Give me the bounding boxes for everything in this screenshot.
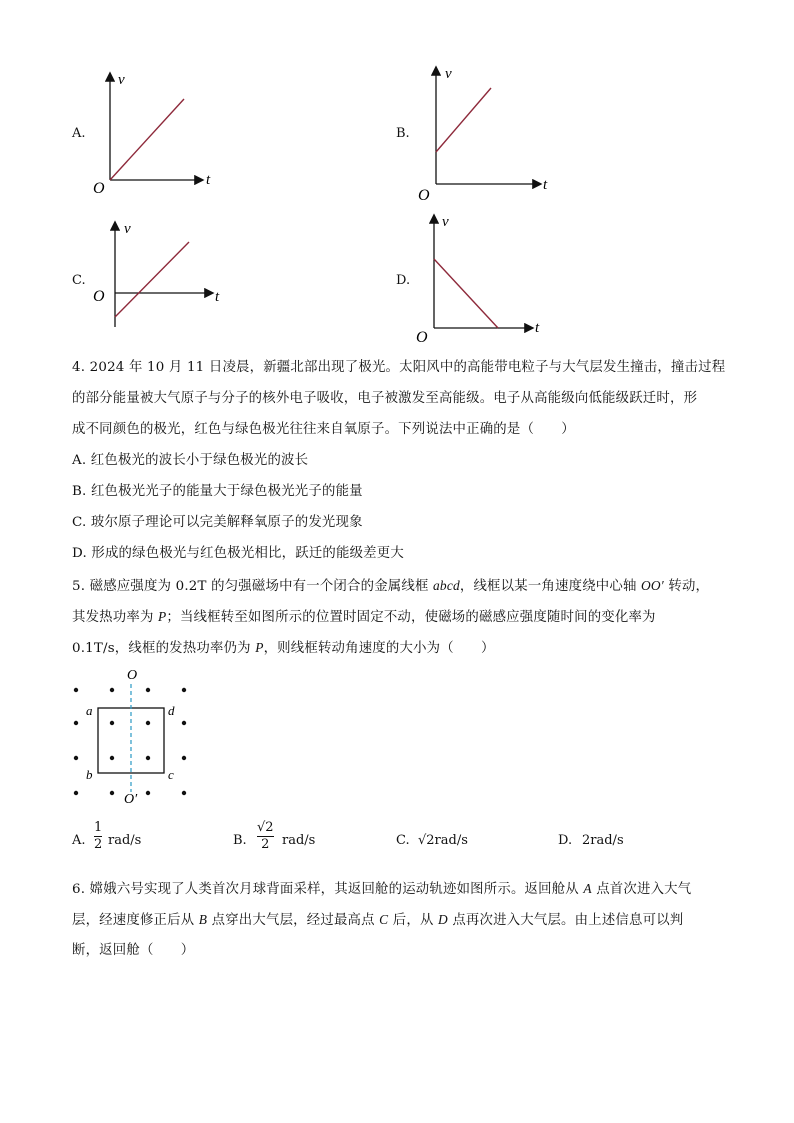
origin-label: O	[416, 329, 428, 345]
vt-graph-c	[90, 215, 230, 335]
origin-label: O	[93, 180, 105, 196]
v-axis-label: v	[118, 72, 125, 88]
option-d-label: D.	[396, 273, 411, 288]
q4-option-c[interactable]: C. 玻尔原子理论可以完美解释氧原子的发光现象	[72, 515, 363, 530]
q4-option-a[interactable]: A. 红色极光的波长小于绿色极光的波长	[72, 453, 309, 468]
fraction-numerator: 1	[94, 820, 103, 835]
q6-text: 点首次进入大气	[591, 882, 692, 897]
origin-label: O	[418, 187, 430, 204]
vt-graph-b	[414, 60, 559, 205]
q5-text: ，则线框转动角速度的大小为（ ）	[263, 641, 495, 656]
q4-option-b[interactable]: B. 红色极光光子的能量大于绿色极光光子的能量	[72, 484, 363, 499]
q6-stem-line-3: 断，返回舱（ ）	[72, 943, 195, 958]
q4-stem-line-2: 的部分能量被大气原子与分子的核外电子吸收，电子被激发至高能级。电子从高能级向低能级跃迁时，形	[72, 391, 698, 406]
option-b-label: B.	[396, 126, 410, 141]
vt-line	[115, 242, 189, 317]
q5-choice-a-unit: rad/s	[108, 833, 142, 848]
t-axis-label: t	[215, 289, 220, 305]
q5-choice-c-value: √2rad/s	[418, 833, 468, 848]
vt-line	[110, 99, 184, 180]
corner-a-label: a	[86, 703, 93, 718]
q5-choice-d-value: 2rad/s	[582, 833, 624, 848]
q5-choice-d-label[interactable]: D.	[558, 833, 573, 848]
q6-text: 层，经速度修正后从	[72, 913, 199, 928]
q5-var-p: P	[255, 640, 264, 655]
q6-point-c: C	[379, 912, 389, 927]
q5-stem-line-1	[72, 570, 722, 602]
q5-text: ，线框以某一角速度绕中心轴	[459, 579, 642, 594]
q6-point-b: B	[198, 912, 208, 927]
q6-stem-line-1	[72, 873, 722, 905]
vt-graph-d	[414, 210, 559, 345]
t-axis-label: t	[206, 172, 211, 188]
q6-text: 点再次进入大气层。由上述信息可以判	[447, 913, 684, 928]
fraction-denominator: 2	[261, 837, 270, 852]
v-axis-label: v	[442, 214, 449, 230]
q5-stem-line-2	[72, 601, 722, 633]
vt-graph-a	[90, 66, 220, 196]
v-axis-label: v	[124, 221, 131, 237]
q5-choice-c-label[interactable]: C.	[396, 833, 410, 848]
axis-label-bottom: O′	[124, 792, 138, 807]
q4-option-d[interactable]: D. 形成的绿色极光与红色极光相比，跃迁的能级差更大	[72, 546, 404, 561]
q5-text: 5. 磁感应强度为 0.2T 的匀强磁场中有一个闭合的金属线框	[72, 579, 434, 594]
q5-var-abcd: abcd	[433, 578, 460, 593]
q5-choice-a-fraction	[94, 820, 102, 853]
q5-choice-b-fraction	[257, 820, 274, 853]
fraction-denominator: 2	[94, 837, 103, 852]
axis-label-top: O	[127, 668, 138, 683]
q5-choice-b-unit: rad/s	[282, 833, 316, 848]
q4-stem-line-1: 4. 2024 年 10 月 11 日凌晨，新疆北部出现了极光。太阳风中的高能带电粒子与大气层发生撞击，撞击过程	[72, 360, 726, 375]
magnetic-field-figure	[62, 662, 202, 812]
option-a-label: A.	[72, 126, 86, 141]
q5-text: ；当线框转至如图所示的位置时固定不动，使磁场的磁感应强度随时间的变化率为	[166, 610, 656, 625]
q5-axis-oo: OO′	[641, 578, 664, 593]
q6-stem-line-2	[72, 904, 722, 936]
q5-stem-line-3	[72, 632, 722, 664]
t-axis-label: t	[535, 320, 540, 336]
v-axis-label: v	[445, 66, 452, 82]
corner-c-label: c	[168, 767, 174, 782]
q5-text: 转动，	[663, 579, 710, 594]
origin-label: O	[93, 288, 105, 305]
q6-text: 后，从	[388, 913, 438, 928]
q5-choice-a-label[interactable]: A.	[72, 833, 86, 848]
fraction-numerator: √2	[257, 820, 274, 835]
q6-text: 点穿出大气层，经过最高点	[207, 913, 380, 928]
vt-line	[434, 259, 498, 328]
q4-stem-line-3: 成不同颜色的极光，红色与绿色极光往往来自氧原子。下列说法中正确的是（ ）	[72, 422, 575, 437]
q5-choice-b-label[interactable]: B.	[233, 833, 247, 848]
q5-text: 其发热功率为	[72, 610, 158, 625]
q6-point-a: A	[583, 881, 592, 896]
t-axis-label: t	[543, 177, 548, 193]
vt-line	[436, 88, 491, 152]
corner-d-label: d	[168, 703, 175, 718]
corner-b-label: b	[86, 767, 93, 782]
q6-text: 6. 嫦娥六号实现了人类首次月球背面采样，其返回舱的运动轨迹如图所示。返回舱从	[72, 882, 584, 897]
q6-point-d: D	[438, 912, 448, 927]
q5-var-p: P	[158, 609, 167, 624]
q5-text: 0.1T/s，线框的发热功率仍为	[72, 641, 256, 656]
option-c-label: C.	[72, 273, 86, 288]
